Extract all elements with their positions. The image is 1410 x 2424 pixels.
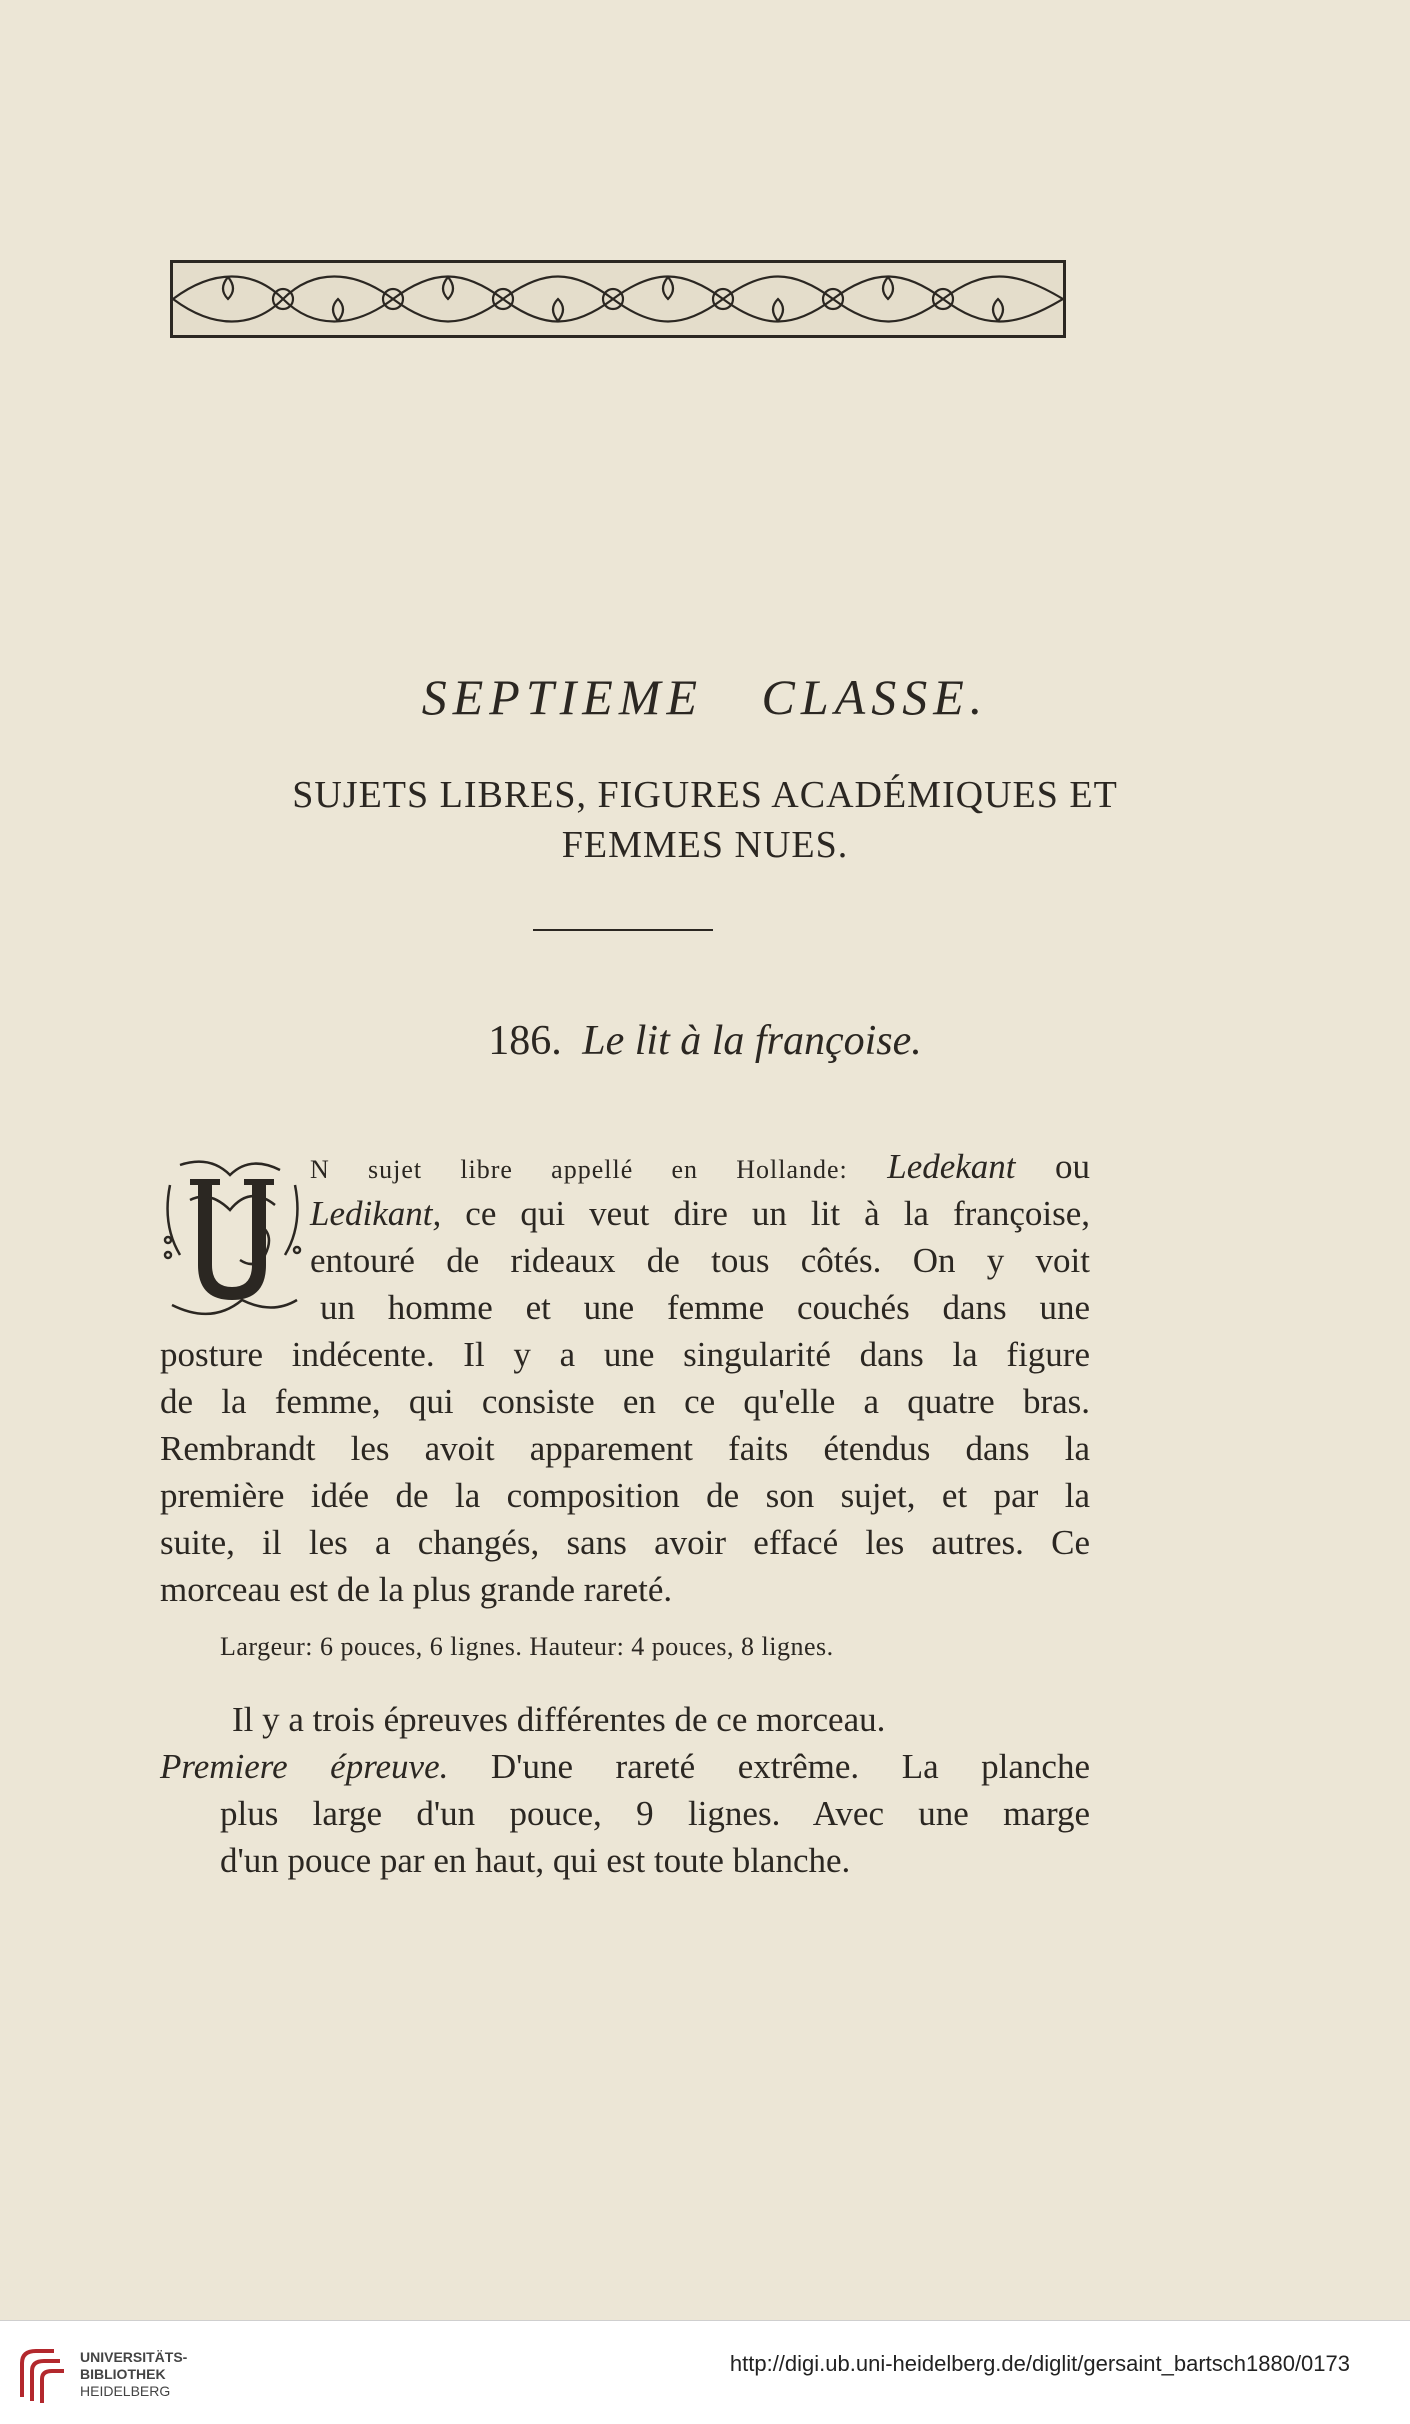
library-name: UNIVERSITÄTS- BIBLIOTHEK HEIDELBERG: [80, 2349, 188, 2399]
subtitle-line: FEMMES NUES.: [561, 824, 849, 866]
state-line: plus large d'un pouce, 9 lignes. Avec une marge: [220, 1794, 1090, 1833]
body-line: suite, il les a changés, sans avoir effacé les autres. Ce: [160, 1523, 1090, 1562]
body-line: première idée de la composition de son sujet, et par la: [160, 1476, 1090, 1515]
viewer-footer: [0, 2320, 1410, 2424]
class-heading: SEPTIEME CLASSE.: [421, 669, 989, 725]
body-line: N sujet libre appellé en Hollande: Ledekant ou: [310, 1147, 1090, 1186]
dimensions-note: Largeur: 6 pouces, 6 lignes. Hauteur: 4 pouces, 8 lignes.: [220, 1632, 834, 1661]
body-line: Rembrandt les avoit apparement faits étendus dans la: [160, 1429, 1090, 1468]
entry-number: 186.: [488, 1018, 562, 1064]
body-line: Ledikant, ce qui veut dire un lit à la françoise,: [310, 1194, 1091, 1233]
state-line: Premiere épreuve. D'une rareté extrême. La planche: [160, 1747, 1090, 1786]
body-line: morceau est de la plus grande rareté.: [160, 1570, 673, 1609]
ornamental-banner-icon: [170, 260, 1066, 338]
library-logo-icon[interactable]: [14, 2345, 66, 2405]
body-line: un homme et une femme couchés dans une: [320, 1288, 1090, 1327]
entry-title: Le lit à la françoise.: [582, 1018, 922, 1064]
subtitle-line: SUJETS LIBRES, FIGURES ACADÉMIQUES ET: [292, 774, 1118, 816]
section-divider: [533, 929, 713, 931]
entry-heading: [0, 1017, 1410, 1065]
states-intro: Il y a trois épreuves différentes de ce morceau.: [232, 1700, 886, 1739]
body-line: posture indécente. Il y a une singularité dans la figure: [160, 1335, 1090, 1374]
class-subtitle: [0, 770, 1410, 870]
body-line: entouré de rideaux de tous côtés. On y voit: [310, 1241, 1090, 1280]
decorated-initial-icon: [160, 1155, 305, 1325]
page-url-link[interactable]: http://digi.ub.uni-heidelberg.de/diglit/gersaint_bartsch1880/0173: [729, 2351, 1350, 2376]
state-line: d'un pouce par en haut, qui est toute blanche.: [220, 1841, 851, 1880]
body-line: de la femme, qui consiste en ce qu'elle a quatre bras.: [160, 1382, 1090, 1421]
